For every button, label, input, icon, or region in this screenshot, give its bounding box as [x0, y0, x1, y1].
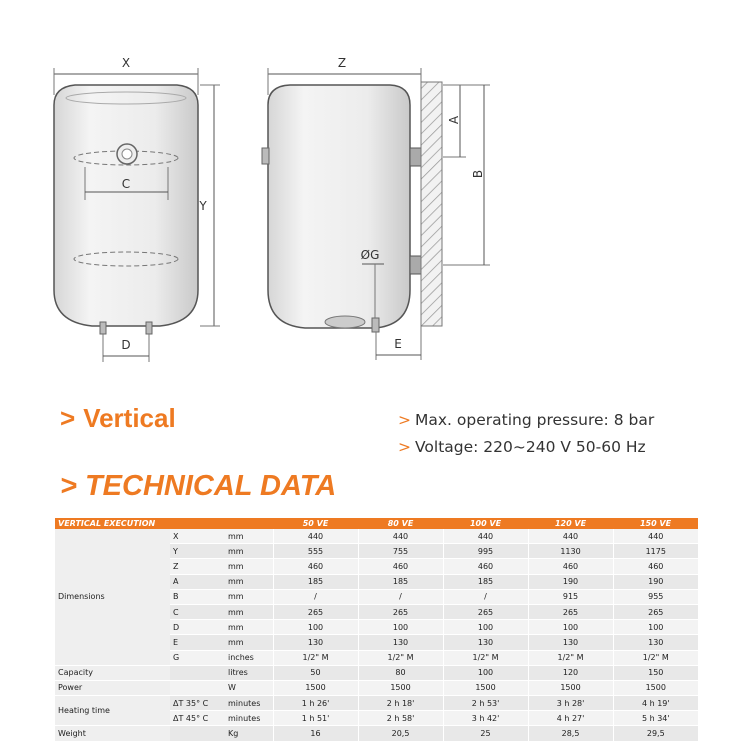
table-value-cell: 460: [613, 559, 698, 574]
heading-vertical-text: Vertical: [83, 403, 176, 433]
table-value-cell: 3 h 28': [528, 696, 613, 711]
table-sub-cell: [170, 726, 225, 741]
table-value-cell: 755: [358, 544, 443, 559]
table-unit-cell: mm: [225, 559, 273, 574]
spec-pressure-text: Max. operating pressure: 8 bar: [415, 411, 655, 429]
dim-label-g: ØG: [360, 248, 380, 262]
table-value-cell: 3 h 42': [443, 711, 528, 726]
heading-technical-data: [60, 470, 336, 503]
table-value-cell: 130: [273, 635, 358, 650]
table-value-cell: 440: [443, 529, 528, 544]
table-row: [55, 726, 698, 741]
table-value-cell: 1/2" M: [613, 650, 698, 665]
table-value-cell: 265: [443, 604, 528, 619]
table-value-cell: 1500: [358, 680, 443, 695]
table-value-cell: 100: [273, 620, 358, 635]
table-value-cell: 440: [613, 529, 698, 544]
front-pipe-right: [146, 322, 152, 334]
table-sub-cell: Y: [170, 544, 225, 559]
table-value-cell: 185: [443, 574, 528, 589]
table-header-cell: 150 VE: [613, 518, 698, 529]
spec-arrow: >: [398, 411, 411, 429]
table-value-cell: 440: [358, 529, 443, 544]
spec-arrow: >: [398, 438, 411, 456]
table-value-cell: 28,5: [528, 726, 613, 741]
table-value-cell: 265: [273, 604, 358, 619]
table-category-cell: Capacity: [55, 665, 170, 680]
dim-label-c: C: [121, 177, 131, 191]
table-value-cell: /: [273, 589, 358, 604]
table-value-cell: 4 h 19': [613, 696, 698, 711]
table-header-cell: 80 VE: [358, 518, 443, 529]
table-sub-cell: [170, 665, 225, 680]
table-sub-cell: ΔT 45° C: [170, 711, 225, 726]
table-value-cell: 955: [613, 589, 698, 604]
table-value-cell: 460: [358, 559, 443, 574]
table-value-cell: 1130: [528, 544, 613, 559]
front-view: [54, 56, 220, 362]
table-unit-cell: inches: [225, 650, 273, 665]
table-value-cell: 1175: [613, 544, 698, 559]
heading-vertical: [60, 403, 176, 434]
table-sub-cell: B: [170, 589, 225, 604]
table-value-cell: 2 h 18': [358, 696, 443, 711]
side-bracket-bottom: [410, 256, 422, 274]
table-value-cell: 2 h 53': [443, 696, 528, 711]
table-sub-cell: A: [170, 574, 225, 589]
table-unit-cell: mm: [225, 529, 273, 544]
side-tank-body: [268, 85, 410, 328]
table-row: [55, 529, 698, 544]
table-value-cell: 16: [273, 726, 358, 741]
table-value-cell: /: [358, 589, 443, 604]
table-sub-cell: E: [170, 635, 225, 650]
table-unit-cell: mm: [225, 620, 273, 635]
table-value-cell: 265: [358, 604, 443, 619]
table-value-cell: 20,5: [358, 726, 443, 741]
table-value-cell: 80: [358, 665, 443, 680]
table-value-cell: 1 h 26': [273, 696, 358, 711]
table-unit-cell: minutes: [225, 711, 273, 726]
table-unit-cell: Kg: [225, 726, 273, 741]
table-value-cell: 265: [613, 604, 698, 619]
table-value-cell: 1/2" M: [358, 650, 443, 665]
table-value-cell: 5 h 34': [613, 711, 698, 726]
table-header-cell: 50 VE: [273, 518, 358, 529]
table-value-cell: 1/2" M: [273, 650, 358, 665]
table-value-cell: 100: [358, 620, 443, 635]
table-row: [55, 665, 698, 680]
table-row: [55, 696, 698, 711]
table-value-cell: 1 h 51': [273, 711, 358, 726]
table-value-cell: 130: [358, 635, 443, 650]
spec-voltage: [398, 438, 646, 456]
table-value-cell: 440: [273, 529, 358, 544]
table-category-cell: Dimensions: [55, 529, 170, 665]
table-category-cell: Power: [55, 680, 170, 695]
dim-label-z: Z: [337, 56, 347, 70]
table-value-cell: 50: [273, 665, 358, 680]
table-value-cell: 100: [443, 620, 528, 635]
table-value-cell: 1500: [443, 680, 528, 695]
table-sub-cell: G: [170, 650, 225, 665]
heading-arrow: >: [60, 403, 76, 433]
table-value-cell: 1/2" M: [443, 650, 528, 665]
dim-label-d: D: [121, 338, 131, 352]
table-sub-cell: [170, 680, 225, 695]
dim-label-x: X: [121, 56, 131, 70]
table-value-cell: 25: [443, 726, 528, 741]
table-value-cell: 440: [528, 529, 613, 544]
table-value-cell: 460: [528, 559, 613, 574]
table-value-cell: 130: [613, 635, 698, 650]
table-sub-cell: Z: [170, 559, 225, 574]
table-value-cell: 100: [443, 665, 528, 680]
table-sub-cell: D: [170, 620, 225, 635]
table-sub-cell: C: [170, 604, 225, 619]
table-value-cell: 130: [443, 635, 528, 650]
side-knob: [262, 148, 269, 164]
table-value-cell: 190: [613, 574, 698, 589]
side-bracket-top: [410, 148, 422, 166]
side-pipe: [372, 318, 379, 332]
table-unit-cell: mm: [225, 604, 273, 619]
table-row: [55, 680, 698, 695]
table-value-cell: 995: [443, 544, 528, 559]
table-value-cell: 460: [273, 559, 358, 574]
spec-voltage-text: Voltage: 220~240 V 50-60 Hz: [415, 438, 646, 456]
table-value-cell: 460: [443, 559, 528, 574]
table-value-cell: 1500: [613, 680, 698, 695]
table-unit-cell: mm: [225, 574, 273, 589]
table-value-cell: 265: [528, 604, 613, 619]
table-value-cell: 120: [528, 665, 613, 680]
table-value-cell: 130: [528, 635, 613, 650]
table-category-cell: Weight: [55, 726, 170, 741]
dim-label-e: E: [394, 337, 402, 351]
heading-arrow: >: [60, 470, 77, 502]
table-category-cell: Heating time: [55, 696, 170, 726]
table-value-cell: 915: [528, 589, 613, 604]
technical-data-table: [55, 518, 698, 742]
table-value-cell: /: [443, 589, 528, 604]
table-value-cell: 100: [528, 620, 613, 635]
table-value-cell: 4 h 27': [528, 711, 613, 726]
table-value-cell: 1500: [528, 680, 613, 695]
front-pipe-left: [100, 322, 106, 334]
table-header-row: [55, 518, 698, 529]
table-value-cell: 1/2" M: [528, 650, 613, 665]
side-view: [262, 56, 490, 360]
wall-hatch: [421, 82, 442, 326]
side-bottom-cap: [325, 316, 365, 328]
table-body: [55, 529, 698, 741]
table-sub-cell: X: [170, 529, 225, 544]
table-value-cell: 150: [613, 665, 698, 680]
table-unit-cell: mm: [225, 544, 273, 559]
table-unit-cell: mm: [225, 635, 273, 650]
table-unit-cell: W: [225, 680, 273, 695]
table-header-cell: 100 VE: [443, 518, 528, 529]
table-unit-cell: litres: [225, 665, 273, 680]
dim-label-b: B: [471, 169, 485, 179]
spec-pressure: [398, 411, 654, 429]
table-value-cell: 100: [613, 620, 698, 635]
dim-label-a: A: [447, 115, 461, 125]
table-value-cell: 29,5: [613, 726, 698, 741]
table-value-cell: 185: [273, 574, 358, 589]
dim-label-y: Y: [199, 199, 207, 213]
table-header-cell: 120 VE: [528, 518, 613, 529]
table-unit-cell: mm: [225, 589, 273, 604]
table-value-cell: 185: [358, 574, 443, 589]
table-unit-cell: minutes: [225, 696, 273, 711]
table-value-cell: 2 h 58': [358, 711, 443, 726]
table-value-cell: 190: [528, 574, 613, 589]
table-value-cell: 1500: [273, 680, 358, 695]
table-sub-cell: ΔT 35° C: [170, 696, 225, 711]
heading-technical-text: TECHNICAL DATA: [84, 470, 337, 502]
table-header-cell: VERTICAL EXECUTION: [55, 518, 273, 529]
front-tank-body: [54, 85, 198, 326]
table-value-cell: 555: [273, 544, 358, 559]
